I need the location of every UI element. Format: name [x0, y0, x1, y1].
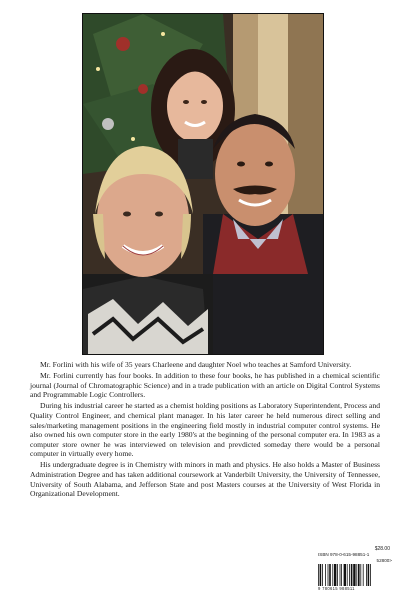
barcode-bar [332, 564, 333, 586]
barcode-bar [337, 564, 338, 586]
barcode-bar [344, 564, 346, 586]
barcode-bar [370, 564, 371, 586]
biography-text [30, 360, 380, 500]
price-label: $28.00 [374, 546, 390, 552]
barcode-bar [363, 564, 364, 586]
barcode-bars [318, 564, 394, 586]
barcode-bar [366, 564, 367, 586]
barcode-bar [360, 564, 361, 586]
barcode-bar [358, 564, 360, 586]
isbn-barcode [318, 546, 394, 592]
barcode-bar [351, 564, 353, 586]
barcode-bar [353, 564, 355, 586]
barcode-bar [347, 564, 348, 586]
barcode-bar [349, 564, 350, 586]
price-code: 52800> [376, 558, 392, 563]
barcode-bar [325, 564, 326, 586]
family-photo [82, 13, 324, 355]
bio-paragraph-education: His undergraduate degree is in Chemistry with minors in math and physics. He also holds a Master of Business Administration Degree and has taken additional coursework at Vanderbilt University, the University of Tennessee, University of South Alabama, and Jefferson State and post Masters courses at the University of West Florida in Organizational Development. [30, 460, 380, 499]
barcode-bar [340, 564, 341, 586]
barcode-digits: 9 780615 988511 [318, 586, 355, 591]
family-photo-illustration [83, 14, 323, 354]
barcode-bar [356, 564, 357, 586]
barcode-bar [318, 564, 319, 586]
barcode-bar [322, 564, 323, 586]
barcode-bar [334, 564, 336, 586]
barcode-bar [341, 564, 342, 586]
barcode-bar [368, 564, 370, 586]
photo-caption: Mr. Forlini with his wife of 35 years Charleene and daughter Noel who teaches at Samford University. [40, 360, 352, 369]
bio-paragraph-books: Mr. Forlini currently has four books. In addition to these four books, he has published in a chemical scientific journal (Journal of Chromatographic Science) and in a trade publication with an article on Digital Control Systems and Programmable Logic Controllers. [30, 371, 380, 400]
barcode-bar [329, 564, 331, 586]
bio-paragraph-career: During his industrial career he started as a chemist holding positions as Laboratory Superintendent, Process and Quality Control Engineer, and chemical plant manager. In his later career he held numerous direct selling and sales/marketing management positions in the engineering field mostly in industrial computer control systems. He also owned his own computer store in the early 1980's at the beginning of the personal computer era. In 1983 as a computer store owner he was interviewed on television and prevdicted someday there would be a personal computer in virtually every home. [30, 401, 380, 459]
barcode-bar [328, 564, 329, 586]
barcode-bar [320, 564, 322, 586]
isbn-number: ISBN 978-0-615-98851-1 [318, 552, 370, 557]
